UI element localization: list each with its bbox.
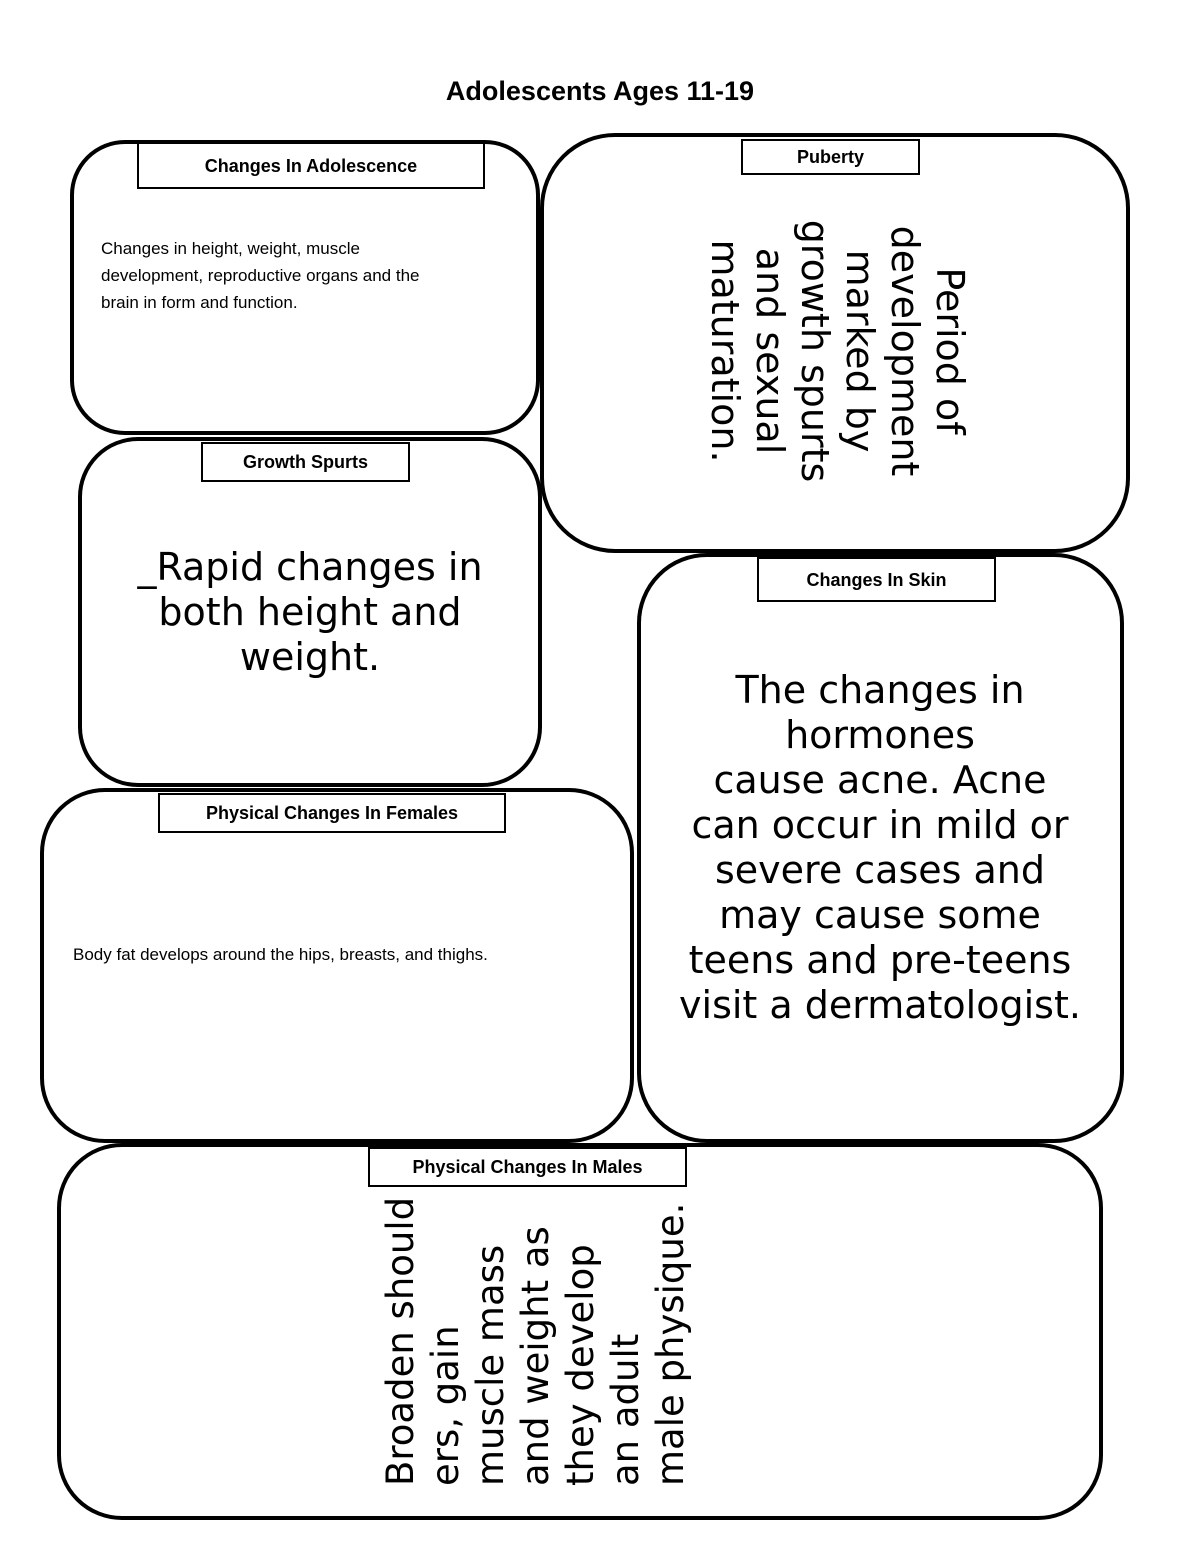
- text-line: development: [883, 225, 927, 477]
- text-line: brain in form and function.: [101, 293, 298, 312]
- text-line: can occur in mild or: [691, 803, 1069, 847]
- puberty-text: [702, 206, 972, 496]
- text-line: they develop: [559, 1244, 602, 1486]
- puberty-label: Puberty: [741, 139, 920, 175]
- changes-in-adolescence-text: [101, 235, 521, 316]
- text-line: Changes in height, weight, muscle: [101, 239, 360, 258]
- text-line: weight.: [239, 635, 381, 679]
- physical-changes-females-label: Physical Changes In Females: [158, 793, 506, 833]
- text-line: hormones: [785, 713, 975, 757]
- text-line: and sexual: [748, 247, 792, 455]
- text-line: both height and: [158, 590, 462, 634]
- physical-changes-females-text: Body fat develops around the hips, breasts, and thighs.: [73, 945, 488, 964]
- text-line: The changes in: [735, 668, 1025, 712]
- text-line: marked by: [838, 249, 882, 453]
- text-line: visit a dermatologist.: [679, 983, 1081, 1027]
- text-line: Period of: [928, 267, 972, 435]
- text-line: cause acne. Acne: [713, 758, 1047, 802]
- page-title: Adolescents Ages 11-19: [445, 76, 755, 106]
- text-line: maturation.: [703, 239, 747, 463]
- physical-changes-males-text: [378, 1176, 693, 1486]
- text-line: ers, gain: [424, 1325, 467, 1486]
- text-line: Broaden should: [379, 1196, 422, 1486]
- text-line: muscle mass: [469, 1244, 512, 1486]
- text-line: teens and pre-teens: [688, 938, 1072, 982]
- growth-spurts-label: Growth Spurts: [201, 442, 410, 482]
- text-line: an adult: [604, 1333, 647, 1486]
- growth-spurts-text: [90, 545, 530, 680]
- changes-in-skin-label: Changes In Skin: [757, 557, 996, 602]
- text-line: _Rapid changes in: [137, 545, 483, 589]
- text-line: severe cases and: [714, 848, 1045, 892]
- changes-in-adolescence-label: Changes In Adolescence: [137, 142, 485, 189]
- changes-in-skin-text: [650, 668, 1110, 1028]
- text-line: and weight as: [514, 1226, 557, 1486]
- text-line: may cause some: [719, 893, 1041, 937]
- physical-changes-males-label: Physical Changes In Males: [368, 1147, 687, 1187]
- text-line: male physique.: [649, 1202, 692, 1486]
- text-line: development, reproductive organs and the: [101, 266, 420, 285]
- text-line: growth spurts: [793, 219, 837, 483]
